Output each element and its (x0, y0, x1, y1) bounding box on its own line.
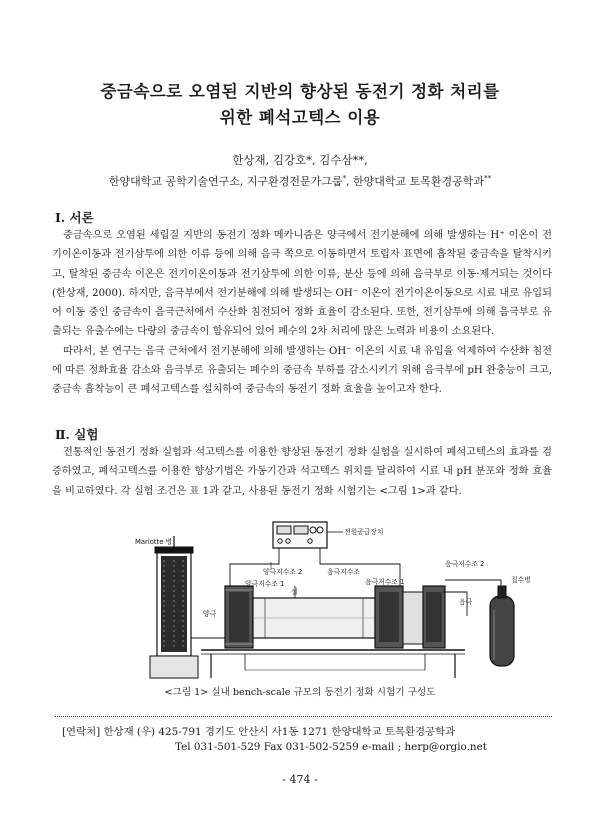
section-heading-introduction: Ⅰ. 서론 (55, 210, 94, 225)
contact-line: [연락처] 한상재 (우) 425-791 경기도 안산시 사1동 1271 한양대학교 토목환경공학과 (62, 726, 456, 738)
author-affiliations (0, 173, 600, 189)
affiliation-mark-a: * (342, 174, 347, 183)
test-cell (253, 598, 375, 638)
contact-details: Tel 031-501-529 Fax 031-502-5259 e-mail ; herp@orgio.net (175, 741, 487, 753)
anode-reservoir (225, 586, 253, 648)
label-anode: 양극 (203, 610, 217, 618)
intro-paragraph-1: 중금속으로 오염된 세립질 지반의 동전기 정화 메카니즘은 양극에서 전기분해에 의해 발생하는 H⁺ 이온이 전기이온이동과 전기삼투에 의한 이류 등에 의해 음극 쪽으로 이동하면서 토립자 표면에 흡착된 중금속을 탈착시키고, 탈착된 중금속 이온은 전기이온이동과 전기삼투에 의한 이류, 분산 등에 의해 음극부로 이동·제거되는 것이다(한상재, 2000). 하지만, 음극부에서 전기분해에 의해 발생되는 OH⁻ 이온이 전기이온이동으로 시료 내로 유입되어 이동 중인 중금속이 음극근처에서 수산화 침전되어 정화 효율이 감소된다. 또한, 전기삼투에 의해 음극부로 유출되는 유출수에는 다량의 중금속이 함유되어 있어 폐수의 2차 처리에 많은 노력과 비용이 소요된다. (52, 230, 552, 338)
label-mariotte: Mariotte 병 (135, 538, 173, 546)
intro-paragraph-2: 따라서, 본 연구는 음극 근처에서 전기분해에 의해 발생하는 OH⁻ 이온의 시료 내 유입을 억제하여 수산화 침전에 따른 정화효율 감소와 음극부로 유출되는 폐수의 중금속 부하를 감소시키기 위해 음극부에 pH 완충능이 크고, 중금속 흡착능이 큰 폐석고텍스를 설치하여 중금속의 동전기 정화 효율을 높이고자 한다. (52, 345, 552, 396)
affiliation-a: 한양대학교 공학기술연구소, 지구환경전문가그룹 (108, 175, 343, 188)
paper-title-line1: 중금속으로 오염된 지반의 향상된 동전기 정화 처리를 (100, 82, 500, 101)
section-experiment-body (52, 443, 552, 501)
label-collector: 집수병 (511, 576, 531, 584)
label-anode-reservoir-1: 양극저수조 1 (245, 580, 285, 588)
apparatus-figure (95, 520, 550, 682)
section-heading-experiment: Ⅱ. 실험 (55, 427, 99, 442)
label-cathode-reservoir: 음극저수조 (327, 568, 360, 576)
section-introduction-body (52, 226, 552, 400)
paper-title-line2: 위한 폐석고텍스 이용 (219, 108, 381, 127)
apparatus-diagram (95, 520, 550, 682)
apparatus-table (201, 650, 465, 678)
label-cathode: 음극 (459, 598, 473, 606)
experiment-paragraph-1: 전통적인 동전기 정화 실험과 석고텍스를 이용한 향상된 동전기 정화 실험을 실시하여 폐석고텍스의 효과를 검증하였고, 폐석고텍스를 이용한 향상기법은 가동기간과 석고텍스 위치를 달리하여 시료 내 pH 분포와 정화 효율을 비교하였다. 각 실험 조건은 표 1과 같고, 사용된 동전기 정화 시험기는 <그림 1>과 같다. (52, 447, 552, 497)
cathode-reservoir (375, 586, 445, 648)
label-power-supply: 전원공급장치 (344, 528, 384, 536)
label-cathode-reservoir-2: 음극저수조 2 (445, 560, 485, 568)
label-cathode-reservoir-1: 음극저수조 1 (365, 578, 405, 586)
footer-divider (55, 716, 552, 717)
affiliation-b: , 한양대학교 토목환경공학과 (346, 175, 485, 188)
affiliation-mark-b: ** (484, 174, 492, 183)
figure-caption: <그림 1> 실내 bench-scale 규모의 동전기 정화 시험기 구성도 (164, 687, 436, 698)
collector-bottle (490, 586, 514, 666)
label-anode-reservoir-2: 양극저수조 2 (263, 568, 303, 576)
author-names: 한상재, 김강호*, 김수삼**, (232, 153, 368, 167)
page-number: - 474 - (282, 773, 318, 786)
label-cell: 셀 (291, 588, 298, 596)
